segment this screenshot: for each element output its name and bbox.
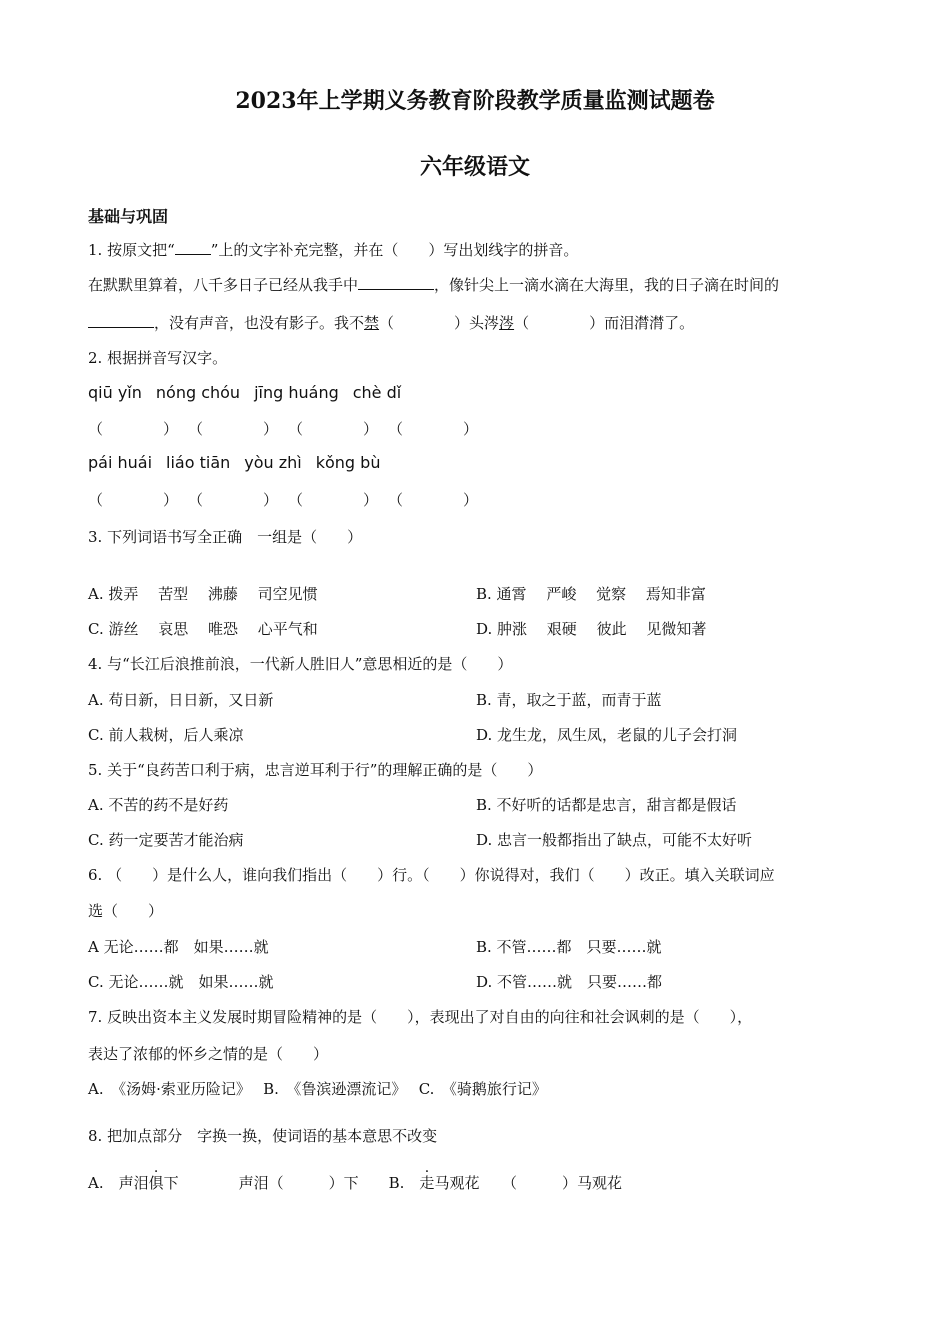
pinyin-item: jīng huáng	[254, 383, 339, 402]
q1-underlined-jin: 禁	[364, 314, 380, 332]
q8-options: A. 声泪俱下 声泪（ ）下 B. 走马观花 （ ）马观花	[88, 1174, 622, 1192]
pinyin-item: chè dǐ	[352, 383, 402, 402]
q2-answer-row-1	[88, 419, 488, 439]
q4-option-b[interactable]: B. 青，取之于蓝，而青于蓝	[476, 691, 662, 709]
q2-answer-row-2	[88, 490, 488, 510]
q8-stem: 8. 把加点部分 字换一换，使词语的基本意思不改变	[88, 1127, 438, 1145]
pinyin-item: nóng chóu	[155, 383, 241, 402]
q5-option-d[interactable]: D. 忠言一般都指出了缺点，可能不太好听	[476, 831, 753, 849]
q1-passage-line2: ，没有声音，也没有影子。我不禁（ ）头涔涔（ ）而泪潸潸了。	[88, 313, 694, 333]
q1-stem: 1. 按原文把“ ”上的文字补充完整，并在（ ）写出划线字的拼音。	[88, 241, 579, 259]
answer-blank[interactable]: （ ）	[188, 420, 279, 438]
q5-option-b[interactable]: B. 不好听的话都是忠言，甜言都是假话	[476, 796, 737, 814]
q7-stem-line2: 表达了浓郁的怀乡之情的是（ ）	[88, 1045, 329, 1063]
answer-blank[interactable]: （ ）	[288, 491, 379, 509]
q8-dotted-char-a: 俱	[148, 1174, 164, 1192]
q1-underlined-cen: 涔	[499, 314, 515, 332]
q6-option-d[interactable]: D. 不管……就 只要……都	[476, 973, 663, 991]
q3-option-c[interactable]: C. 游丝 哀思 唯恐 心平气和	[88, 620, 318, 638]
q2-pinyin-row-2	[88, 453, 394, 473]
q1-blank-2[interactable]	[88, 313, 154, 328]
q6-option-a[interactable]: A 无论……都 如果……就	[88, 938, 269, 956]
q4-option-d[interactable]: D. 龙生龙，凤生凤，老鼠的儿子会打洞	[476, 726, 738, 744]
q3-option-d[interactable]: D. 肿涨 艰硬 彼此 见微知著	[476, 620, 707, 638]
q1-blank-1[interactable]	[358, 275, 434, 290]
q5-stem: 5. 关于“良药苦口利于病，忠言逆耳利于行”的理解正确的是（ ）	[88, 761, 543, 779]
answer-blank[interactable]: （ ）	[88, 491, 179, 509]
pinyin-item: qiū yǐn	[88, 383, 142, 402]
q2-pinyin-row-1	[88, 383, 415, 403]
q4-option-c[interactable]: C. 前人栽树，后人乘凉	[88, 726, 244, 744]
q5-option-a[interactable]: A. 不苦的药不是好药	[88, 796, 229, 814]
q6-stem-line1: 6. （ ）是什么人，谁向我们指出（ ）行。（ ）你说得对，我们（ ）改正。填入关联词应	[88, 866, 775, 884]
q4-stem: 4. 与“长江后浪推前浪，一代新人胜旧人”意思相近的是（ ）	[88, 655, 513, 673]
pinyin-item: pái huái	[88, 453, 153, 472]
answer-blank[interactable]: （ ）	[88, 420, 179, 438]
answer-blank[interactable]: （ ）	[388, 420, 479, 438]
exam-subtitle: 六年级语文	[419, 154, 530, 180]
q1-blank-mark	[175, 240, 211, 255]
q2-stem: 2. 根据拼音写汉字。	[88, 349, 228, 367]
q6-stem-line2: 选（ ）	[88, 902, 164, 920]
answer-blank[interactable]: （ ）	[288, 420, 379, 438]
q1-passage-line1: 在默默里算着，八千多日子已经从我手中 ，像针尖上一滴水滴在大海里，我的日子滴在时间的	[88, 276, 780, 294]
section-title: 基础与巩固	[88, 207, 169, 226]
pinyin-item: kǒng bù	[315, 453, 381, 472]
q3-option-b[interactable]: B. 通霄 严峻 觉察 焉知非富	[476, 585, 706, 603]
pinyin-item: liáo tiān	[166, 453, 231, 472]
q7-options[interactable]: A. 《汤姆·索亚历险记》 B. 《鲁滨逊漂流记》 C. 《骑鹅旅行记》	[88, 1080, 547, 1098]
answer-blank[interactable]: （ ）	[188, 491, 279, 509]
answer-blank[interactable]: （ ）	[388, 491, 479, 509]
q6-option-c[interactable]: C. 无论……就 如果……就	[88, 973, 274, 991]
q6-option-b[interactable]: B. 不管……都 只要……就	[476, 938, 662, 956]
q4-option-a[interactable]: A. 苟日新，日日新，又日新	[88, 691, 274, 709]
q7-stem-line1: 7. 反映出资本主义发展时期冒险精神的是（ ），表现出了对自由的向往和社会讽刺的是（ ），	[88, 1008, 753, 1026]
pinyin-item: yòu zhì	[244, 453, 302, 472]
exam-title: 2023年上学期义务教育阶段教学质量监测试题卷	[235, 88, 715, 114]
q3-stem: 3. 下列词语书写全正确 一组是（ ）	[88, 528, 363, 546]
q8-dotted-char-b: 走	[419, 1174, 435, 1192]
q3-option-a[interactable]: A. 拨弄 苦型 沸藤 司空见惯	[88, 585, 318, 603]
q5-option-c[interactable]: C. 药一定要苦才能治病	[88, 831, 244, 849]
